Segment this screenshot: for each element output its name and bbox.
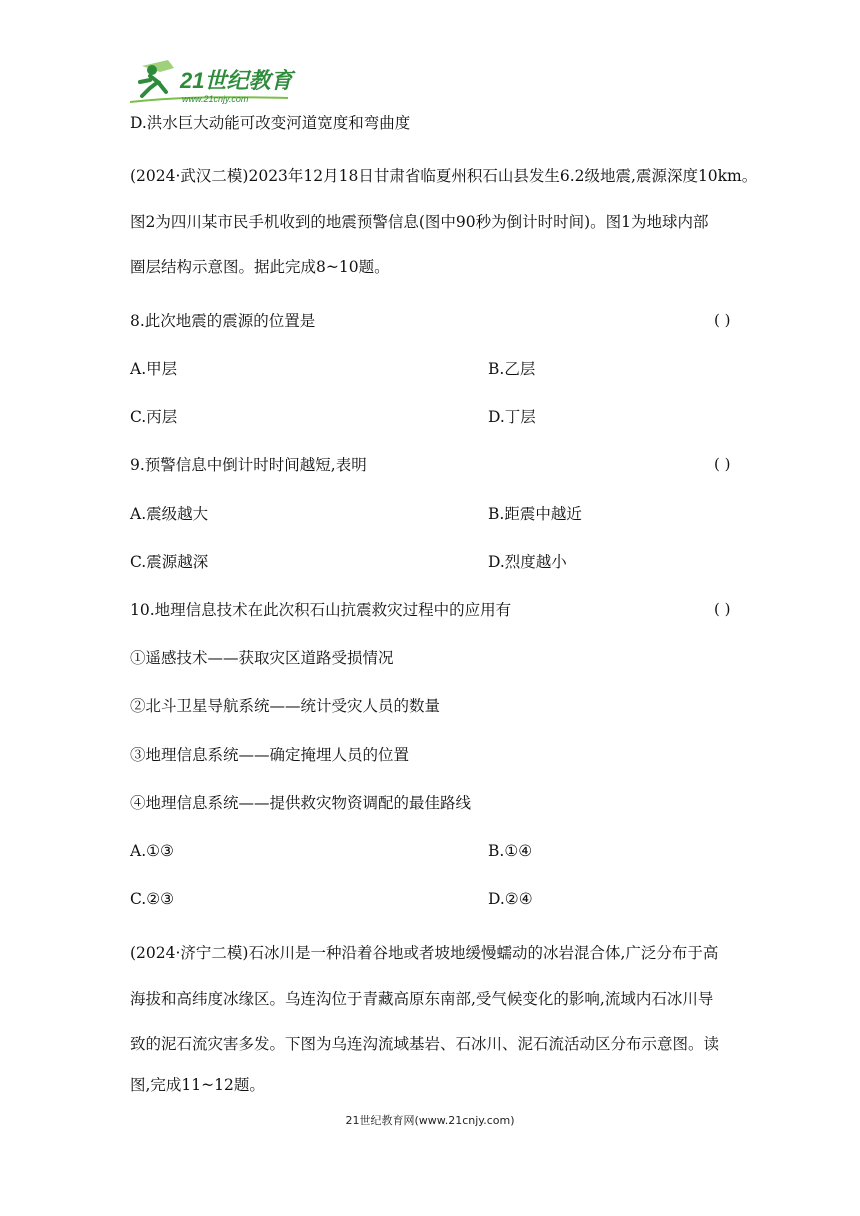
answer-paren-9: ( ): [714, 455, 731, 473]
intro-rock-glacier-line2: 海拔和高纬度冰缘区。乌连沟位于青藏高原东南部,受气候变化的影响,流域内石冰川导: [130, 990, 714, 1008]
q9-option-b: B.距震中越近: [488, 505, 582, 523]
intro-earthquake-line1: (2024·武汉二模)2023年12月18日甘肃省临夏州积石山县发生6.2级地震,震源深度10km。: [130, 167, 758, 185]
q10-option-a: A.①③: [130, 842, 174, 860]
intro-rock-glacier-line3: 致的泥石流灾害多发。下图为乌连沟流域基岩、石冰川、泥石流活动区分布示意图。读: [130, 1035, 720, 1053]
answer-paren-10: ( ): [714, 600, 731, 618]
q10-statement-4: ④地理信息系统——提供救灾物资调配的最佳路线: [130, 794, 472, 812]
q8-option-a: A.甲层: [130, 360, 178, 378]
q10-option-c: C.②③: [130, 890, 175, 908]
q10-statement-3: ③地理信息系统——确定掩埋人员的位置: [130, 746, 410, 764]
intro-earthquake-line2: 图2为四川某市民手机收到的地震预警信息(图中90秒为倒计时时间)。图1为地球内部: [130, 213, 709, 231]
intro-earthquake-line3: 圈层结构示意图。据此完成8~10题。: [130, 258, 390, 276]
logo-url: www.21cnjy.com: [182, 94, 249, 104]
q10-statement-2: ②北斗卫星导航系统——统计受灾人员的数量: [130, 697, 441, 715]
q9-option-c: C.震源越深: [130, 553, 209, 571]
intro-rock-glacier-line1: (2024·济宁二模)石冰川是一种沿着谷地或者坡地缓慢蠕动的冰岩混合体,广泛分布于高: [130, 944, 719, 962]
page-footer: 21世纪教育网(www.21cnjy.com): [345, 1114, 515, 1127]
answer-paren-8: ( ): [714, 311, 731, 329]
q10-option-b: B.①④: [488, 842, 533, 860]
q8-option-c: C.丙层: [130, 408, 178, 426]
question-10: 10.地理信息技术在此次积石山抗震救灾过程中的应用有: [130, 601, 512, 619]
q10-statement-1: ①遥感技术——获取灾区道路受损情况: [130, 649, 394, 667]
question-9: 9.预警信息中倒计时时间越短,表明: [130, 456, 367, 474]
site-logo: [128, 58, 303, 106]
q8-option-d: D.丁层: [488, 408, 536, 426]
q9-option-a: A.震级越大: [130, 505, 209, 523]
q10-option-d: D.②④: [488, 890, 533, 908]
q8-option-b: B.乙层: [488, 360, 536, 378]
previous-option-d: D.洪水巨大动能可改变河道宽度和弯曲度: [130, 114, 411, 132]
q9-option-d: D.烈度越小: [488, 553, 567, 571]
question-8: 8.此次地震的震源的位置是: [130, 312, 316, 330]
intro-rock-glacier-line4: 图,完成11~12题。: [130, 1076, 265, 1094]
logo-text: 21世纪教育: [180, 68, 293, 93]
